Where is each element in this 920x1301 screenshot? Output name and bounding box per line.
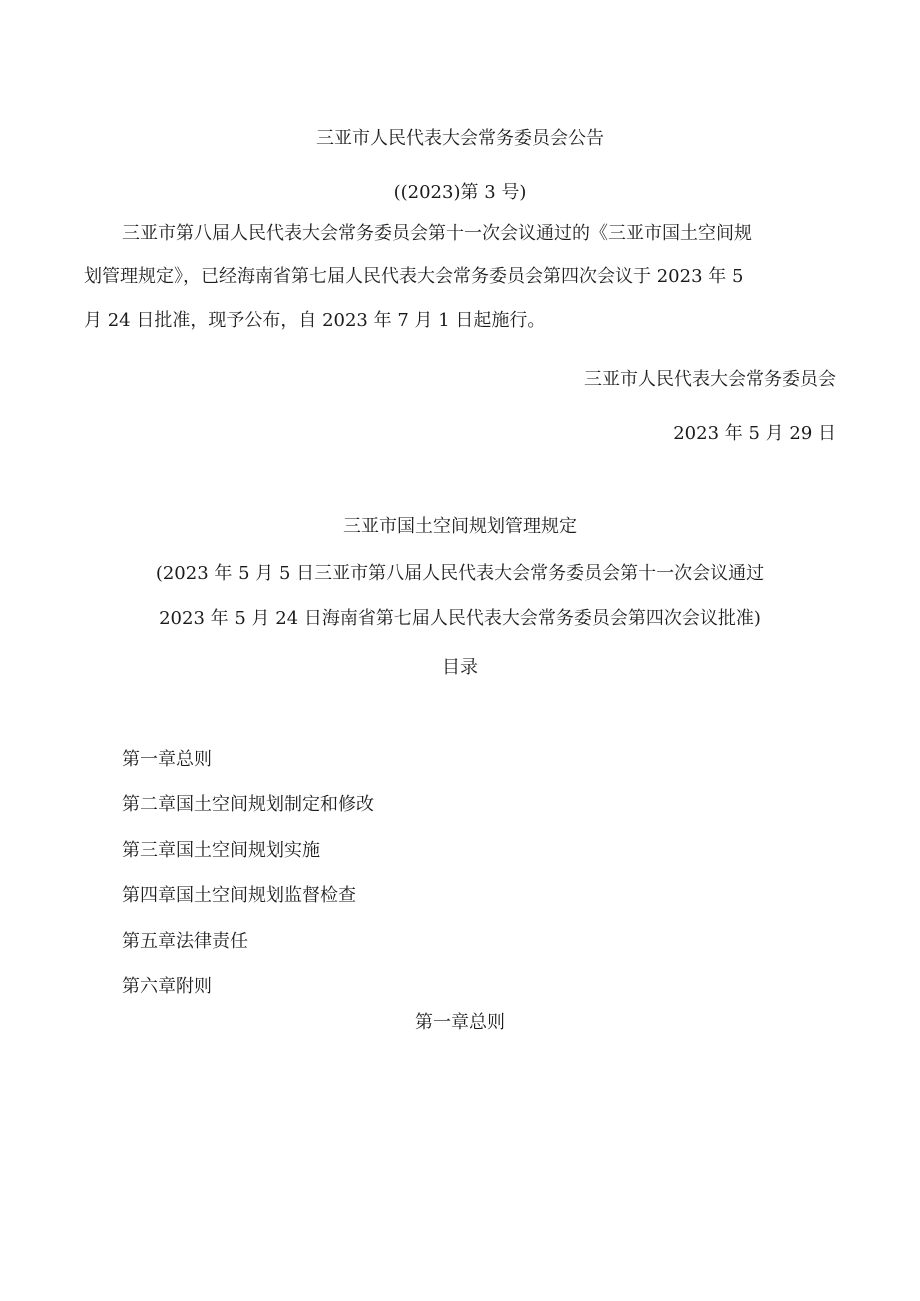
regulation-approval-line: 2023 年 5 月 24 日海南省第七届人民代表大会常务委员会第四次会议批准) [159,608,761,629]
notice-issuer: 三亚市人民代表大会常务委员会 [584,369,836,390]
regulation-title: 三亚市国土空间规划管理规定 [343,516,577,537]
regulation-adoption-line: (2023 年 5 月 5 日三亚市第八届人民代表大会常务委员会第十一次会议通过 [155,563,765,584]
notice-title: 三亚市人民代表大会常务委员会公告 [316,128,604,149]
notice-body-line: 三亚市第八届人民代表大会常务委员会第十一次会议通过的《三亚市国土空间规 [122,223,752,244]
chapter-heading: 第一章总则 [415,1012,505,1033]
toc-item: 第一章总则 [122,749,212,770]
notice-body-line: 月 24 日批准，现予公布，自 2023 年 7 月 1 日起施行。 [84,310,546,331]
toc-item: 第三章国土空间规划实施 [122,840,320,861]
notice-date: 2023 年 5 月 29 日 [673,423,836,444]
toc-item: 第四章国土空间规划监督检查 [122,885,356,906]
notice-number: ((2023)第 3 号) [393,182,527,203]
toc-item: 第六章附则 [122,976,212,997]
toc-item: 第二章国土空间规划制定和修改 [122,794,374,815]
toc-item: 第五章法律责任 [122,931,248,952]
notice-body-line: 划管理规定》，已经海南省第七届人民代表大会常务委员会第四次会议于 2023 年 5 [84,266,744,287]
toc-heading: 目录 [442,657,478,678]
